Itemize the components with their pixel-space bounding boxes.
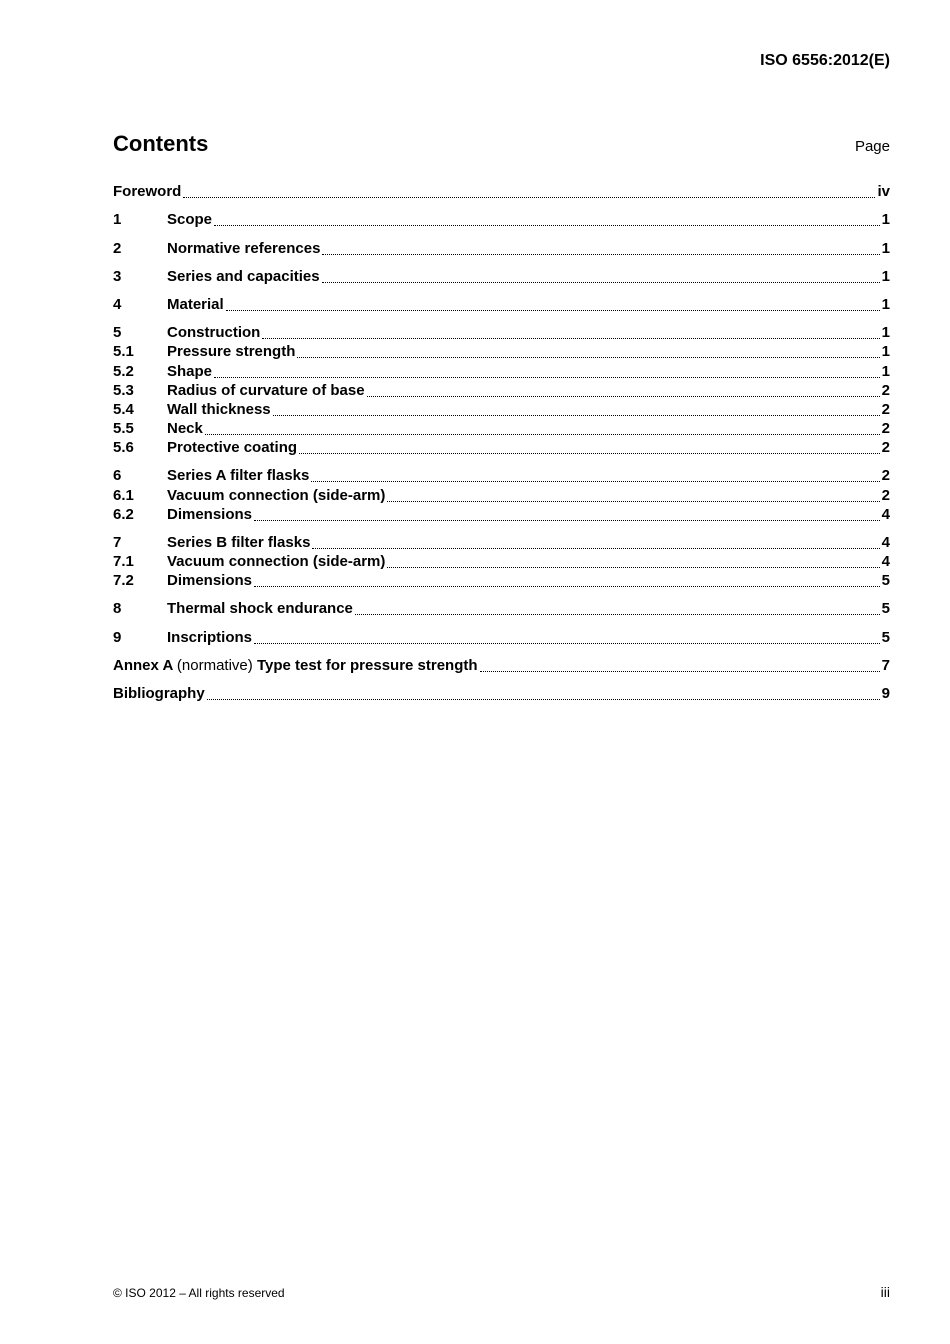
toc-entry-number: 5.3 [113, 382, 134, 399]
toc-entry-series-a[interactable] [113, 467, 890, 487]
toc-entry-title: Bibliography [113, 685, 205, 702]
toc-entry-scope[interactable] [113, 211, 890, 231]
toc-entry-number: 2 [113, 240, 122, 257]
toc-entry-title: Normative references [167, 240, 321, 257]
toc-entry-title: Vacuum connection (side-arm) [167, 487, 386, 504]
toc-entry-title: Shape [167, 363, 213, 380]
toc-entry-bibliography[interactable] [113, 685, 890, 705]
toc-entry-dimensions-a[interactable] [113, 506, 890, 526]
toc-entry-series-b[interactable] [113, 534, 890, 554]
toc-entry-title [113, 657, 478, 674]
toc-entry-number: 8 [113, 600, 122, 617]
toc-entry-title: Material [167, 296, 224, 313]
dot-leader [214, 225, 880, 226]
toc-entry-normative-references[interactable] [113, 240, 890, 260]
dot-leader [273, 415, 880, 416]
toc-entry-page: 1 [881, 268, 890, 285]
toc-entry-title: Series B filter flasks [167, 534, 311, 551]
toc-entry-foreword[interactable] [113, 183, 890, 203]
toc-entry-number: 4 [113, 296, 122, 313]
toc-entry-page: 5 [881, 572, 890, 589]
dot-leader [183, 197, 875, 198]
toc-entry-page: 2 [881, 382, 890, 399]
toc-entry-page: iv [877, 183, 890, 200]
toc-entry-title: Wall thickness [167, 401, 271, 418]
toc-entry-number: 5.5 [113, 420, 134, 437]
toc-entry-neck[interactable] [113, 420, 890, 440]
toc-entry-number: 7 [113, 534, 122, 551]
toc-entry-title: Construction [167, 324, 261, 341]
toc-entry-page: 1 [881, 343, 890, 360]
toc-entry-page: 4 [881, 553, 890, 570]
dot-leader [254, 643, 880, 644]
toc-entry-number: 9 [113, 629, 122, 646]
toc-entry-page: 2 [881, 467, 890, 484]
dot-leader [205, 434, 880, 435]
annex-label: Annex A [113, 657, 173, 674]
toc-entry-title: Series and capacities [167, 268, 320, 285]
toc-entry-number: 5.6 [113, 439, 134, 456]
annex-type: (normative) [176, 657, 253, 674]
toc-entry-thermal-shock[interactable] [113, 600, 890, 620]
toc-entry-dimensions-b[interactable] [113, 572, 890, 592]
toc-entry-number: 3 [113, 268, 122, 285]
toc-entry-title: Series A filter flasks [167, 467, 310, 484]
toc-entry-title: Dimensions [167, 572, 253, 589]
dot-leader [214, 377, 880, 378]
toc-entry-page: 1 [881, 211, 890, 228]
toc-entry-title: Vacuum connection (side-arm) [167, 553, 386, 570]
toc-entry-page: 2 [881, 487, 890, 504]
toc-entry-title: Dimensions [167, 506, 253, 523]
contents-heading: Contents [113, 131, 209, 156]
toc-entry-title: Radius of curvature of base [167, 382, 365, 399]
toc-entry-number: 5.4 [113, 401, 134, 418]
dot-leader [207, 699, 880, 700]
toc-entry-number: 6.2 [113, 506, 134, 523]
toc-entry-number: 6.1 [113, 487, 134, 504]
annex-title: Type test for pressure strength [256, 657, 478, 674]
toc-entry-page: 1 [881, 240, 890, 257]
toc-entry-number: 7.2 [113, 572, 134, 589]
toc-entry-number: 7.1 [113, 553, 134, 570]
dot-leader [387, 567, 879, 568]
toc-entry-page: 5 [881, 629, 890, 646]
toc-entry-number: 1 [113, 211, 122, 228]
dot-leader [262, 338, 879, 339]
dot-leader [254, 520, 880, 521]
toc-entry-page: 1 [881, 324, 890, 341]
page-column-label: Page [854, 138, 890, 155]
toc-entry-title: Neck [167, 420, 203, 437]
toc-entry-page: 9 [881, 685, 890, 702]
dot-leader [355, 614, 880, 615]
toc-entry-inscriptions[interactable] [113, 629, 890, 649]
toc-entry-page: 5 [881, 600, 890, 617]
dot-leader [311, 481, 879, 482]
toc-entry-number: 5 [113, 324, 122, 341]
toc-entry-page: 2 [881, 401, 890, 418]
toc-entry-material[interactable] [113, 296, 890, 316]
toc-entry-protective-coating[interactable] [113, 439, 890, 459]
toc-entry-number: 6 [113, 467, 122, 484]
toc-entry-title: Thermal shock endurance [167, 600, 353, 617]
dot-leader [387, 501, 879, 502]
toc-entry-number: 5.1 [113, 343, 134, 360]
toc-entry-title: Foreword [113, 183, 182, 200]
toc-entry-pressure-strength[interactable] [113, 343, 890, 363]
toc-entry-series-and-capacities[interactable] [113, 268, 890, 288]
toc-entry-title: Inscriptions [167, 629, 253, 646]
toc-entry-number: 5.2 [113, 363, 134, 380]
dot-leader [297, 357, 879, 358]
dot-leader [299, 453, 880, 454]
document-id: ISO 6556:2012(E) [760, 52, 890, 69]
toc-entry-title: Pressure strength [167, 343, 296, 360]
toc-entry-title: Scope [167, 211, 213, 228]
copyright-notice: © ISO 2012 – All rights reserved [113, 1286, 285, 1300]
dot-leader [322, 254, 879, 255]
toc-entry-shape[interactable] [113, 363, 890, 383]
toc-entry-page: 1 [881, 363, 890, 380]
toc-entry-wall-thickness[interactable] [113, 401, 890, 421]
dot-leader [480, 671, 880, 672]
toc-entry-page: 1 [881, 296, 890, 313]
toc-entry-page: 4 [881, 534, 890, 551]
toc-entry-radius-of-curvature[interactable] [113, 382, 890, 402]
page-number: iii [880, 1284, 890, 1300]
toc-entry-annex-a[interactable] [113, 657, 890, 677]
toc-entry-page: 2 [881, 439, 890, 456]
toc-entry-page: 4 [881, 506, 890, 523]
toc-entry-page: 2 [881, 420, 890, 437]
dot-leader [367, 396, 880, 397]
dot-leader [254, 586, 880, 587]
toc-entry-vacuum-connection-b[interactable] [113, 553, 890, 573]
dot-leader [322, 282, 880, 283]
dot-leader [226, 310, 880, 311]
toc-entry-title: Protective coating [167, 439, 298, 456]
toc-entry-page: 7 [881, 657, 890, 674]
dot-leader [312, 548, 879, 549]
toc-entry-construction[interactable] [113, 324, 890, 344]
toc-entry-vacuum-connection-a[interactable] [113, 487, 890, 507]
